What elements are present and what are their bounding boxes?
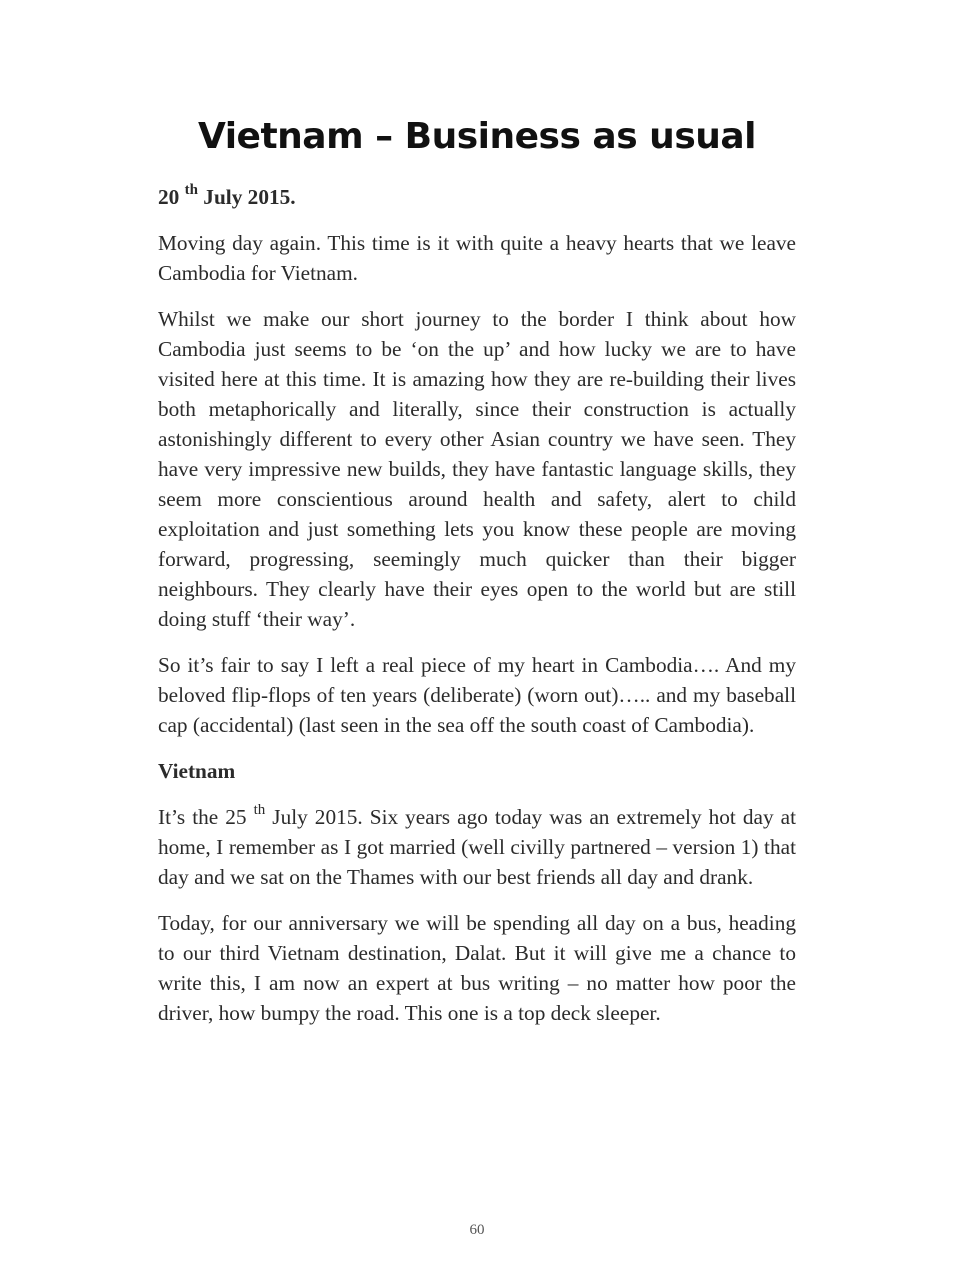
page-title: Vietnam – Business as usual: [197, 116, 757, 157]
document-body: [158, 182, 796, 1044]
section-heading: Vietnam: [158, 759, 236, 783]
paragraph: Whilst we make our short journey to the border I think about how Cambodia just seems to be ‘on the up’ and how lucky we are to have visited here at this time. It is amazing how they are re-building their lives both metaphorically and literally, since their construction is actually astonishingly different to every other Asian country we have seen. They have very impressive new builds, they have fantastic language skills, they seem more conscientious around health and safety, alert to child exploitation and just something lets you know these people are moving forward, progressing, seemingly much quicker than their bigger neighbours. They clearly have their eyes open to the world but are still doing stuff ‘their way’.: [158, 307, 796, 631]
entry-date: [158, 182, 796, 212]
paragraph: Today, for our anniversary we will be spending all day on a bus, heading to our third Vietnam destination, Dalat. But it will give me a chance to write this, I am now an expert at bus writing – no matter how poor the driver, how bumpy the road. This one is a top deck sleeper.: [158, 911, 796, 1025]
page-number: 60: [469, 1222, 485, 1238]
intro-before: It’s the 25: [158, 805, 254, 829]
intro-after: July 2015. Six years ago today was an extremely hot day at home, I remember as I got married (well civilly partnered – version 1) that day and we sat on the Thames with our best friends all day and drank.: [158, 805, 796, 889]
date-rest: July 2015.: [197, 185, 296, 209]
intro-ordinal: th: [253, 802, 266, 818]
paragraph: [158, 802, 796, 892]
paragraph: Moving day again. This time is it with quite a heavy hearts that we leave Cambodia for Vietnam.: [158, 231, 796, 285]
date-day: 20: [158, 185, 180, 209]
paragraph: So it’s fair to say I left a real piece of my heart in Cambodia…. And my beloved flip-flops of ten years (deliberate) (worn out)….. and my baseball cap (accidental) (last seen in the sea off the south coast of Cambodia).: [158, 653, 796, 737]
date-ordinal: th: [184, 182, 198, 198]
